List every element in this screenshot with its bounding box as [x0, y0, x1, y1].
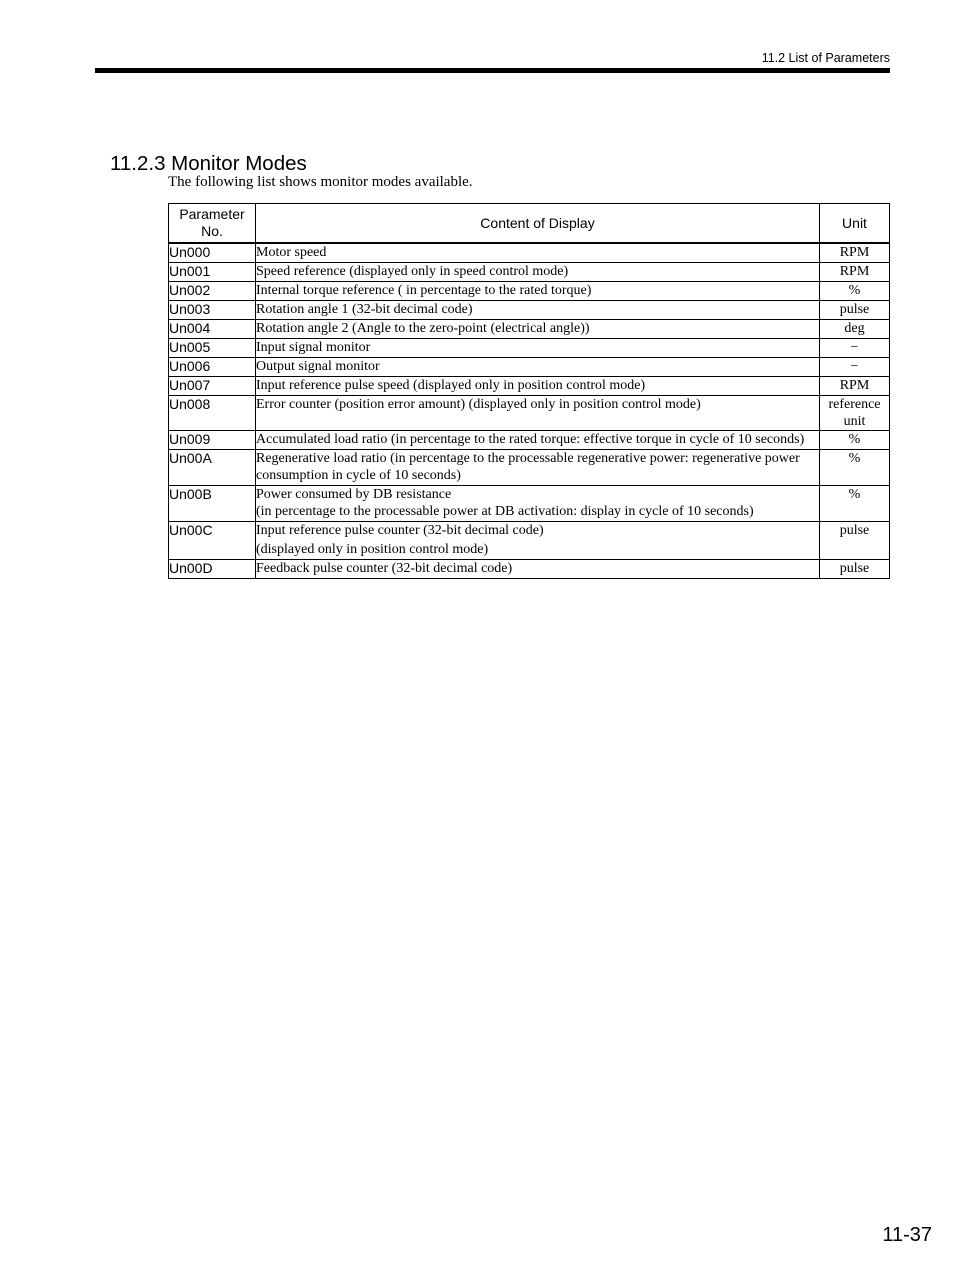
row-content: Regenerative load ratio (in percentage to the processable regenerative power: regenerative power consumption in cycle of 10 seconds): [256, 449, 820, 485]
row-content-line1: Power consumed by DB resistance: [256, 486, 452, 502]
row-parameter-no: Un004: [169, 320, 256, 339]
row-unit: RPM: [820, 243, 890, 263]
table-row: [169, 521, 890, 559]
table-row: [169, 282, 890, 301]
row-parameter-no: Un005: [169, 339, 256, 358]
row-parameter-no: Un001: [169, 263, 256, 282]
table-row: [169, 377, 890, 396]
row-unit: pulse: [820, 301, 890, 320]
intro-text: The following list shows monitor modes available.: [168, 174, 473, 190]
table-row: [169, 358, 890, 377]
row-parameter-no: Un00D: [169, 559, 256, 578]
row-content-line2: (in percentage to the processable power at DB activation: display in cycle of 10 seconds): [256, 504, 754, 519]
row-content: [256, 521, 820, 559]
row-unit-line1: reference: [828, 397, 881, 412]
table-row: [169, 485, 890, 521]
row-parameter-no: Un002: [169, 282, 256, 301]
table-row: [169, 263, 890, 282]
row-parameter-no: Un00C: [169, 521, 256, 559]
row-parameter-no: Un006: [169, 358, 256, 377]
row-content: Error counter (position error amount) (displayed only in position control mode): [256, 396, 820, 431]
page-number: 11-37: [882, 1224, 932, 1246]
header-rule: [95, 68, 890, 73]
row-unit: pulse: [820, 559, 890, 578]
table-row: [169, 320, 890, 339]
monitor-modes-table: [168, 203, 890, 579]
column-header-parameter-line2: No.: [201, 223, 223, 239]
row-unit: −: [820, 358, 890, 377]
running-header: 11.2 List of Parameters: [761, 51, 890, 65]
table-row: [169, 431, 890, 450]
row-parameter-no: Un009: [169, 431, 256, 450]
row-content: Speed reference (displayed only in speed control mode): [256, 263, 820, 282]
column-header-unit: Unit: [820, 204, 890, 244]
section-title: 11.2.3 Monitor Modes: [110, 152, 307, 175]
row-unit: pulse: [820, 521, 890, 559]
row-unit: [820, 396, 890, 431]
row-content: Internal torque reference ( in percentage to the rated torque): [256, 282, 820, 301]
column-header-parameter-no: [169, 204, 256, 244]
row-content: Feedback pulse counter (32-bit decimal code): [256, 559, 820, 578]
row-unit: RPM: [820, 263, 890, 282]
row-content-line1: Input reference pulse counter (32-bit decimal code): [256, 522, 544, 538]
table-row: [169, 396, 890, 431]
row-unit: %: [820, 282, 890, 301]
row-unit: −: [820, 339, 890, 358]
row-content: Output signal monitor: [256, 358, 820, 377]
table-row: [169, 243, 890, 263]
row-parameter-no: Un000: [169, 243, 256, 263]
row-parameter-no: Un003: [169, 301, 256, 320]
row-parameter-no: Un00B: [169, 485, 256, 521]
row-content: Input reference pulse speed (displayed only in position control mode): [256, 377, 820, 396]
row-content: [256, 485, 820, 521]
row-content: Accumulated load ratio (in percentage to the rated torque: effective torque in cycle of 10 seconds): [256, 431, 820, 450]
row-parameter-no: Un00A: [169, 449, 256, 485]
table-row: [169, 449, 890, 485]
row-content: Input signal monitor: [256, 339, 820, 358]
row-unit: RPM: [820, 377, 890, 396]
table-row: [169, 559, 890, 578]
column-header-content: Content of Display: [256, 204, 820, 244]
row-unit: %: [820, 485, 890, 521]
row-content: Rotation angle 1 (32-bit decimal code): [256, 301, 820, 320]
row-unit: %: [820, 431, 890, 450]
row-content: Motor speed: [256, 243, 820, 263]
row-content: Rotation angle 2 (Angle to the zero-point (electrical angle)): [256, 320, 820, 339]
table-header-row: [169, 204, 890, 244]
row-unit: deg: [820, 320, 890, 339]
column-header-parameter-line1: Parameter: [179, 206, 245, 222]
table-row: [169, 301, 890, 320]
row-unit: %: [820, 449, 890, 485]
table-row: [169, 339, 890, 358]
row-parameter-no: Un007: [169, 377, 256, 396]
row-content-line2: (displayed only in position control mode): [256, 542, 489, 557]
row-unit-line2: unit: [843, 414, 866, 429]
row-parameter-no: Un008: [169, 396, 256, 431]
